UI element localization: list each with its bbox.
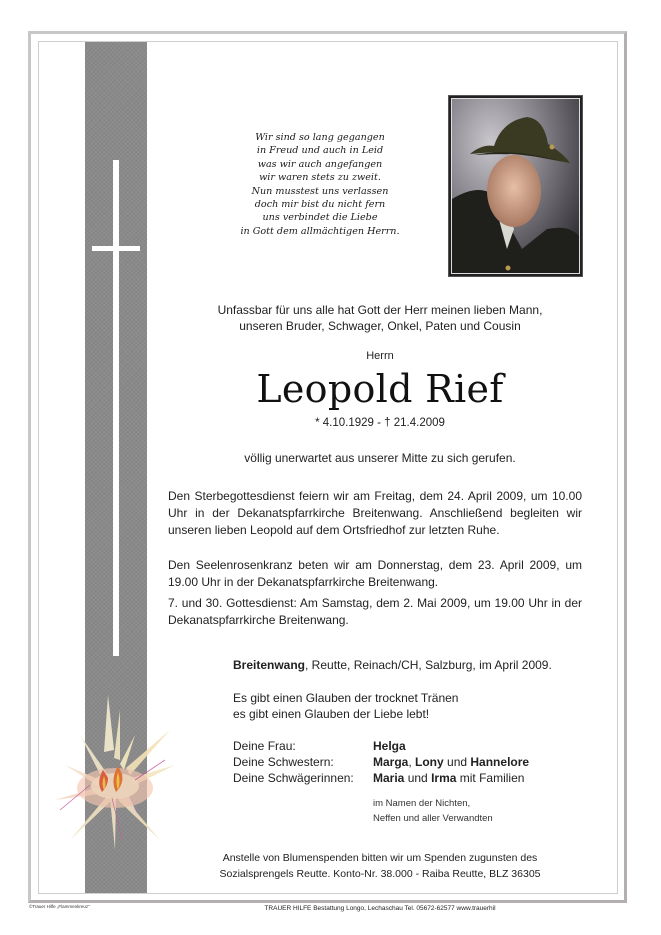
conjunction: und [404,771,432,785]
faith-quote [233,690,458,722]
image-credit: ©Trauer Hilfe „Flammenkreuz" [29,904,90,909]
footer-imprint: TRAUER HILFE Bestattung Longo, Lechaschau Tel. 05672-62577 www.trauerhil [264,905,496,912]
relatives-line: Neffen und aller Verwandten [373,813,493,824]
sister-in-law-name: Maria [373,771,405,785]
faith-line: Es gibt einen Glauben der trocknet Tränen [233,691,459,705]
cross-icon [113,160,119,656]
sister-name: Marga [373,755,409,769]
wife-name: Helga [373,739,406,753]
poem-line: Wir sind so lang gegangen [255,132,385,143]
deceased-name: Leopold Rief [256,367,504,411]
sister-in-law-name: Irma [431,771,457,785]
poem [210,131,430,238]
family-row-sisters-in-law [233,770,529,786]
sisters-in-law-label: Deine Schwägerinnen: [233,771,354,785]
donation-line: Sozialsprengels Reutte. Konto-Nr. 38.000 - Raiba Reutte, BLZ 36305 [219,868,541,880]
place-bold: Breitenwang [233,658,306,672]
relatives-line: im Namen der Nichten, [373,798,471,809]
with-families: mit Familien [456,771,525,785]
poem-line: Nun musstest uns verlassen [251,185,389,197]
family-row-sisters [233,754,529,770]
separator: , [408,755,416,769]
sisters-in-law-names [373,770,524,786]
memorial-service-text: 7. und 30. Gottesdienst: Am Samstag, dem 2. Mai 2009, um 19.00 Uhr in der Dekanatspfarrkirche Breitenwang. [168,596,582,627]
poem-line: uns verbindet die Liebe [262,212,378,224]
place-rest: , Reutte, Reinach/CH, Salzburg, im April 2009. [305,658,552,672]
rosary-text: Den Seelenrosenkranz beten wir am Donnerstag, dem 23. April 2009, um 19.00 Uhr in der Dekanatspfarrkirche Breitenwang. [168,558,582,589]
sisters-label: Deine Schwestern: [233,755,334,769]
cross-crossbar [92,246,140,251]
conjunction: und [443,755,471,769]
salutation: Herrn [366,350,394,362]
place-date-line [233,657,552,673]
relatives-note [373,796,493,826]
faith-line: es gibt einen Glauben der Liebe lebt! [233,707,430,721]
poem-line: was wir auch angefangen [257,158,383,170]
poem-line: in Gott dem allmächtigen Herrn. [240,225,400,237]
portrait-image [452,99,580,274]
intro-text [160,302,600,334]
intro-line: unseren Bruder, Schwager, Onkel, Paten und Cousin [239,319,521,333]
wife-label: Deine Frau: [233,739,296,753]
sister-name: Hannelore [470,755,530,769]
poem-line: in Freud und auch in Leid [256,145,384,157]
funeral-service-text: Den Sterbegottesdienst feiern wir am Freitag, dem 24. April 2009, um 10.00 Uhr in der Dekanatspfarrkirche Breitenwang. Anschließend begleiten wir unseren lieben Leopold auf dem Ortsfriedhof zur letzten Ruhe. [168,489,582,537]
called-text: völlig unerwartet aus unserer Mitte zu sich gerufen. [244,451,516,465]
intro-line: Unfassbar für uns alle hat Gott der Herr meinen lieben Mann, [217,303,543,317]
sister-name: Lony [415,755,444,769]
sisters-names [373,754,529,770]
photo-image [451,98,580,274]
life-dates: * 4.10.1929 - † 21.4.2009 [315,417,445,429]
family-row-wife [233,738,529,754]
donation-note [180,850,580,882]
poem-line: wir waren stets zu zweit. [259,172,381,184]
portrait-photo [448,95,583,277]
family-list [233,738,529,786]
poem-line: doch mir bist du nicht fern [254,199,386,211]
donation-line: Anstelle von Blumenspenden bitten wir um Spenden zugunsten des [222,852,538,864]
flame-flower-icon [50,690,180,855]
